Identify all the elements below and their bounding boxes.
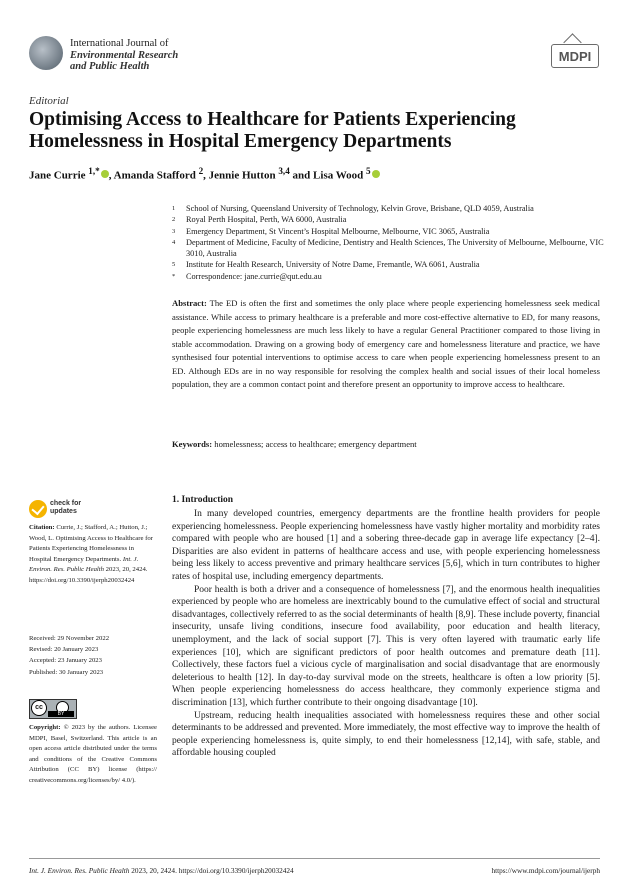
affil-text: Royal Perth Hospital, Perth, WA 6000, Australia: [186, 215, 347, 225]
affiliations: [172, 203, 612, 282]
footer-journal-url[interactable]: https://www.mdpi.com/journal/ijerph: [491, 866, 600, 875]
footer-citation[interactable]: 2023, 20, 2424. https://doi.org/10.3390/ijerph20032424: [131, 866, 294, 875]
date-value: 29 November 2022: [57, 635, 110, 642]
date-label: Published:: [29, 668, 58, 676]
author-affil: 2: [198, 166, 204, 176]
affil-num: *: [172, 272, 176, 280]
author-affil: 3,4: [278, 166, 290, 176]
check-updates-line1: check for: [50, 500, 82, 507]
section-body: [172, 508, 600, 760]
citation-journal: Int. J. Environ. Res. Public Health: [29, 555, 139, 574]
footer-journal: Int. J. Environ. Res. Public Health: [29, 866, 130, 875]
check-updates-line2: updates: [50, 508, 77, 515]
author-affil: 5: [366, 166, 371, 176]
author-list: Jane Currie $^{1,*}$ , Amanda Stafford $^2$, Jennie Hutton $^{3,4}$ and Lisa Wood $^5$: [29, 166, 380, 182]
date-value: 20 January 2023: [54, 646, 99, 654]
citation-text: Currie, J.; Stafford, A.; Hutton, J.; Wood, L. Optimising Access to Healthcare for Patients Experiencing Homelessness in Hospital Emergency Departments.: [29, 524, 153, 563]
author-name: Lisa Wood: [313, 169, 364, 182]
date-value: 30 January 2023: [58, 668, 104, 676]
paragraph: Poor health is both a driver and a consequence of homelessness [7], and the enormous health inequalities experienced by people who are homeless are inextricably bound to the cumulative effect of social and structural disadvantages, collectively referred to as the social determinants of health [8,9]. These include poverty, financial insecurity, unsafe living conditions, insecure food availability, poor education and health literacy, unemployment, and the lack of social support [7]. This is very often layered with traumatic early life experiences [10], which are significant predictors of poor health outcomes and premature death [11]. Collectively, these factors fuel a vicious cycle of marginalisation and social disadvantage that are enormously deleterious to health [12]. In day-to-day survival mode on the streets, healthcare is often a low priority [5]. When people experiencing homelessness do access healthcare, they commonly experience stigma and discrimination [13], which further contribute to their ongoing disadvantage [10].: [172, 584, 600, 708]
date-label: Received:: [29, 635, 56, 642]
keywords: [172, 439, 600, 449]
keywords-text: homelessness; access to healthcare; emergency department: [214, 439, 417, 449]
citation-block: [29, 523, 157, 587]
affil-text: Institute for Health Research, University of Notre Dame, Fremantle, WA 6061, Australia: [186, 260, 480, 270]
paragraph: Upstream, reducing health inequalities associated with homelessness requires these and other social determinants to be addressed and prevented. More immediately, the most effective way to improve the health of people experiencing homelessness is, quite simply, to end their homelessness [12,14], with safe, stable, and affordable housing coupled: [172, 710, 600, 759]
journal-name: [70, 38, 178, 73]
page-footer: [29, 866, 600, 875]
affil-num: 2: [172, 216, 176, 224]
copyright-text: © 2023 by the authors. Licensee MDPI, Basel, Switzerland. This article is an open access article distributed under the terms and conditions of the Creative Commons Attribution (CC BY) license (https:// creativecommons.org/licenses/by/ 4.0/).: [29, 724, 158, 784]
check-updates-button[interactable]: [50, 500, 81, 516]
date-label: Revised:: [29, 646, 53, 654]
correspondence-email[interactable]: Correspondence: jane.currie@qut.edu.au: [186, 271, 322, 281]
affil-text: School of Nursing, Queensland University of Technology, Kelvin Grove, Brisbane, QLD 4059, Australia: [186, 204, 534, 213]
affil-text: Emergency Department, St Vincent’s Hospital Melbourne, Melbourne, VIC 3065, Australia: [186, 226, 490, 236]
author-name: Amanda Stafford: [113, 169, 196, 182]
journal-name-line3: and Public Health: [70, 61, 150, 72]
keywords-label: Keywords:: [172, 439, 213, 449]
author-affil: 1,*: [88, 166, 100, 176]
paragraph: In many developed countries, emergency departments are the frontline health providers for people experiencing homelessness. People experiencing homelessness have vastly higher mortality and morbidity rates compared with people who are housed [1] and a sobering three-decade gap in average life expectancy [2–4]. Disparities are also evident in patterns of healthcare access and use, with people experiencing homelessness being less likely to access preventive and primary healthcare services [5,6], which in turn contributes to higher rates of hospital use, including emergency departments.: [172, 509, 600, 582]
publication-dates: [29, 633, 157, 678]
orcid-icon[interactable]: [101, 170, 109, 178]
journal-logo: [29, 36, 63, 70]
abstract-text: The ED is often the first and sometimes the only place where people experiencing homelessness seek medical assistance. While access to primary healthcare is a preferable and more cost-effective alternative to ED, for many reasons, people experiencing homelessness are much less likely to have a regular General Practitioner compared to those living in stable accommodation. Drawing on a growing body of emergency care and homelessness literature and practice, we have synthesised four potential interventions to optimise access to care when people experiencing homelessness present to an ED. Although EDs are in no way responsible for resolving the complex health and social issues of their local homeless population, they are a common contact point and therefore present an opportunity to improve access to healthcare.: [172, 298, 600, 389]
journal-name-line1: International Journal of: [70, 38, 169, 49]
citation-details[interactable]: 2023, 20, 2424. https://doi.org/10.3390/ijerph20032424: [29, 566, 148, 584]
copyright-label: Copyright:: [29, 724, 61, 731]
cc-icon: cc: [31, 700, 47, 716]
section-title: 1. Introduction: [172, 495, 234, 505]
article-title: Optimising Access to Healthcare for Patients Experiencing Homelessness in Hospital Emergency Departments: [29, 109, 516, 152]
date-label: Accepted:: [29, 657, 57, 665]
affil-num: 4: [172, 238, 176, 246]
author-name: Jane Currie: [29, 169, 86, 182]
affil-num: 3: [172, 227, 176, 235]
author-name: Jennie Hutton: [208, 169, 276, 182]
journal-name-line2: Environmental Research: [70, 49, 179, 61]
affil-text: Department of Medicine, Faculty of Medicine, Dentistry and Health Sciences, The University of Melbourne, Melbourne, VIC 3010, Australia: [186, 237, 604, 259]
affil-num: 5: [172, 261, 176, 269]
footer-divider: [29, 858, 600, 859]
publisher-logo: MDPI: [551, 44, 599, 68]
date-value: 23 January 2023: [57, 657, 102, 665]
abstract-label: Abstract:: [172, 298, 207, 308]
copyright-block: [29, 723, 157, 786]
citation-label: Citation:: [29, 524, 55, 531]
abstract: [172, 297, 600, 392]
affil-num: 1: [172, 205, 176, 212]
article-type: Editorial: [29, 95, 69, 107]
cc-by-label: BY: [48, 711, 74, 717]
orcid-icon[interactable]: [372, 170, 380, 178]
